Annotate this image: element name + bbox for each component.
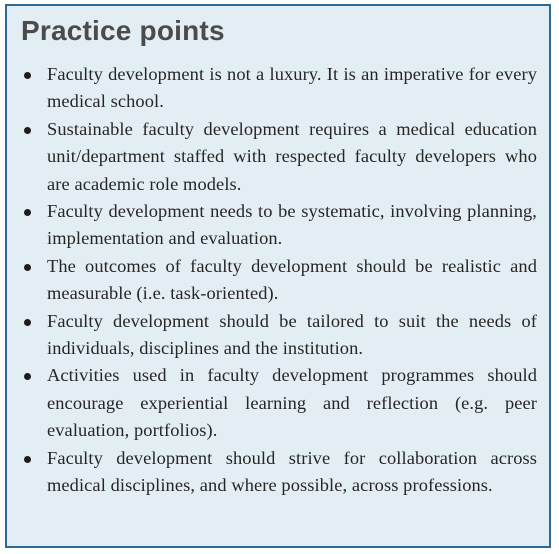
practice-point-text: Activities used in faculty development programmes should encourage experiential learning and reflection (e.g. peer evaluation, portfolios).: [47, 365, 537, 441]
practice-point-text: Sustainable faculty development requires a medical education unit/department staffed with respected faculty developers who are academic role models.: [47, 118, 537, 194]
practice-point-2: [7, 116, 537, 198]
practice-point-7: [7, 445, 537, 500]
practice-point-text: Faculty development is not a luxury. It is an imperative for every medical school.: [47, 64, 537, 112]
practice-point-6: [7, 362, 537, 444]
practice-point-text: Faculty development needs to be systematic, involving planning, implementation and evaluation.: [47, 201, 537, 249]
panel-title: Practice points: [21, 15, 225, 46]
bullet-icon: [24, 319, 31, 326]
practice-point-1: [7, 61, 537, 116]
practice-point-3: [7, 198, 537, 253]
bullet-icon: [24, 209, 31, 216]
bullet-icon: [24, 373, 31, 380]
practice-point-text: Faculty development should be tailored to suit the needs of individuals, disciplines and the institution.: [47, 310, 537, 359]
practice-point-5: [7, 308, 537, 363]
bullet-icon: [24, 456, 31, 463]
practice-point-4: [7, 253, 537, 308]
bullet-icon: [24, 72, 31, 79]
practice-point-text: The outcomes of faculty development should be realistic and measurable (i.e. task-oriented).: [47, 255, 537, 304]
practice-points-panel: [5, 4, 551, 548]
bullet-icon: [24, 127, 31, 134]
practice-points-list: [7, 61, 537, 500]
bullet-icon: [24, 264, 31, 271]
practice-point-text: Faculty development should strive for collaboration across medical disciplines, and where possible, across professions.: [47, 447, 537, 496]
